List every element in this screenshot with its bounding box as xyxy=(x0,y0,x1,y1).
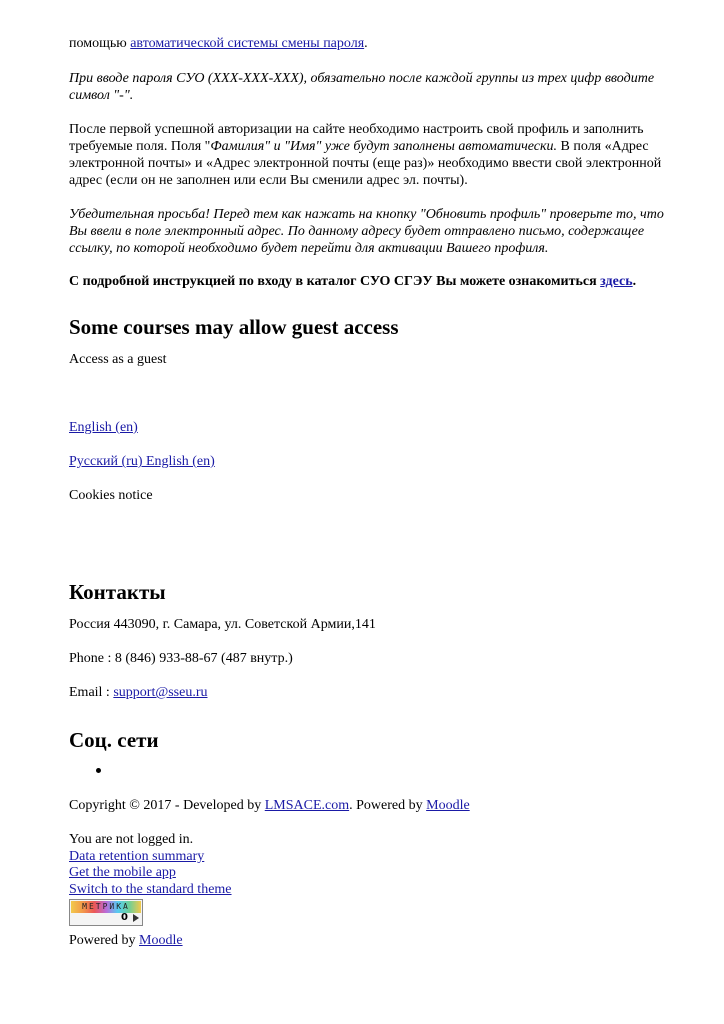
contacts-heading: Контакты xyxy=(69,580,166,604)
metrika-arrow-icon xyxy=(133,914,139,922)
data-retention-link[interactable]: Data retention summary xyxy=(69,849,205,864)
contact-email-line xyxy=(69,684,208,701)
instruction-text: С подробной инструкцией по входу в каталог СУО СГЭУ Вы можете ознакомиться xyxy=(69,274,601,289)
metrika-counter-badge[interactable] xyxy=(69,899,143,926)
standard-theme-link[interactable]: Switch to the standard theme xyxy=(69,882,232,897)
powered-by-label: Powered by xyxy=(69,933,139,948)
metrika-count: 0 xyxy=(121,912,128,923)
profile-text-italic: Фамилия" и "Имя" уже будут заполнены автоматически. xyxy=(210,139,558,154)
instruction-line xyxy=(69,273,689,290)
contact-address: Россия 443090, г. Самара, ул. Советской Армии,141 xyxy=(69,617,376,632)
profile-text-part2: В поля «Адрес электронной почты» и «Адрес электронной почты (еще раз)» необходимо ввести свой электронной адрес (если он не заполнен или если Вы сменили адрес эл. почты). xyxy=(69,139,662,188)
copyright-text: Copyright © 2017 - Developed by xyxy=(69,798,265,813)
email-check-request: Убедительная просьба! Перед тем как нажать на кнопку "Обновить профиль" проверьте то, что Вы ввели в поле электронный адрес. По данному адресу будет отправлено письмо, содержащее ссылку, по которой необходимо будет перейти для активации Вашего профиля. xyxy=(69,207,664,256)
password-change-link[interactable]: автоматической системы смены пароля xyxy=(130,36,365,51)
profile-text-part1: После первой успешной авторизации на сайте необходимо настроить свой профиль и заполнить требуемые поля. Поля " xyxy=(69,122,644,154)
password-change-suffix: . xyxy=(364,36,368,51)
language-menu-link[interactable]: Русский (ru) English (en) xyxy=(69,454,215,469)
language-english-link[interactable]: English (en) xyxy=(69,420,138,435)
copyright-line xyxy=(69,797,470,814)
contact-email-link[interactable]: support@sseu.ru xyxy=(113,685,208,700)
guest-access-heading: Some courses may allow guest access xyxy=(69,315,399,339)
password-change-prefix: помощью xyxy=(69,36,131,51)
social-list-bullet xyxy=(96,768,101,773)
metrika-label: МЕТРИКА xyxy=(71,901,141,913)
contact-email-label: Email : xyxy=(69,685,114,700)
powered-moodle-link[interactable]: Moodle xyxy=(139,933,183,948)
guest-access-button[interactable]: Access as a guest xyxy=(69,352,167,367)
cookies-notice[interactable]: Cookies notice xyxy=(69,488,153,503)
instruction-link[interactable]: здесь xyxy=(600,274,633,289)
powered-by-footer xyxy=(69,932,183,949)
instruction-suffix: . xyxy=(632,274,637,289)
contact-phone: Phone : 8 (846) 933-88-67 (487 внутр.) xyxy=(69,651,293,666)
profile-setup-paragraph xyxy=(69,121,687,189)
mobile-app-link[interactable]: Get the mobile app xyxy=(69,865,176,880)
login-status: You are not logged in. xyxy=(69,832,194,847)
social-heading: Соц. сети xyxy=(69,728,159,752)
powered-by-text: . Powered by xyxy=(349,798,427,813)
password-change-line xyxy=(69,35,689,52)
password-format-note: При вводе пароля СУО (ХХХ-ХХХ-ХХХ), обязательно после каждой группы из трех цифр вводите символ "-". xyxy=(69,71,655,103)
moodle-link[interactable]: Moodle xyxy=(426,798,470,813)
lmsace-link[interactable]: LMSACE.com xyxy=(264,798,350,813)
